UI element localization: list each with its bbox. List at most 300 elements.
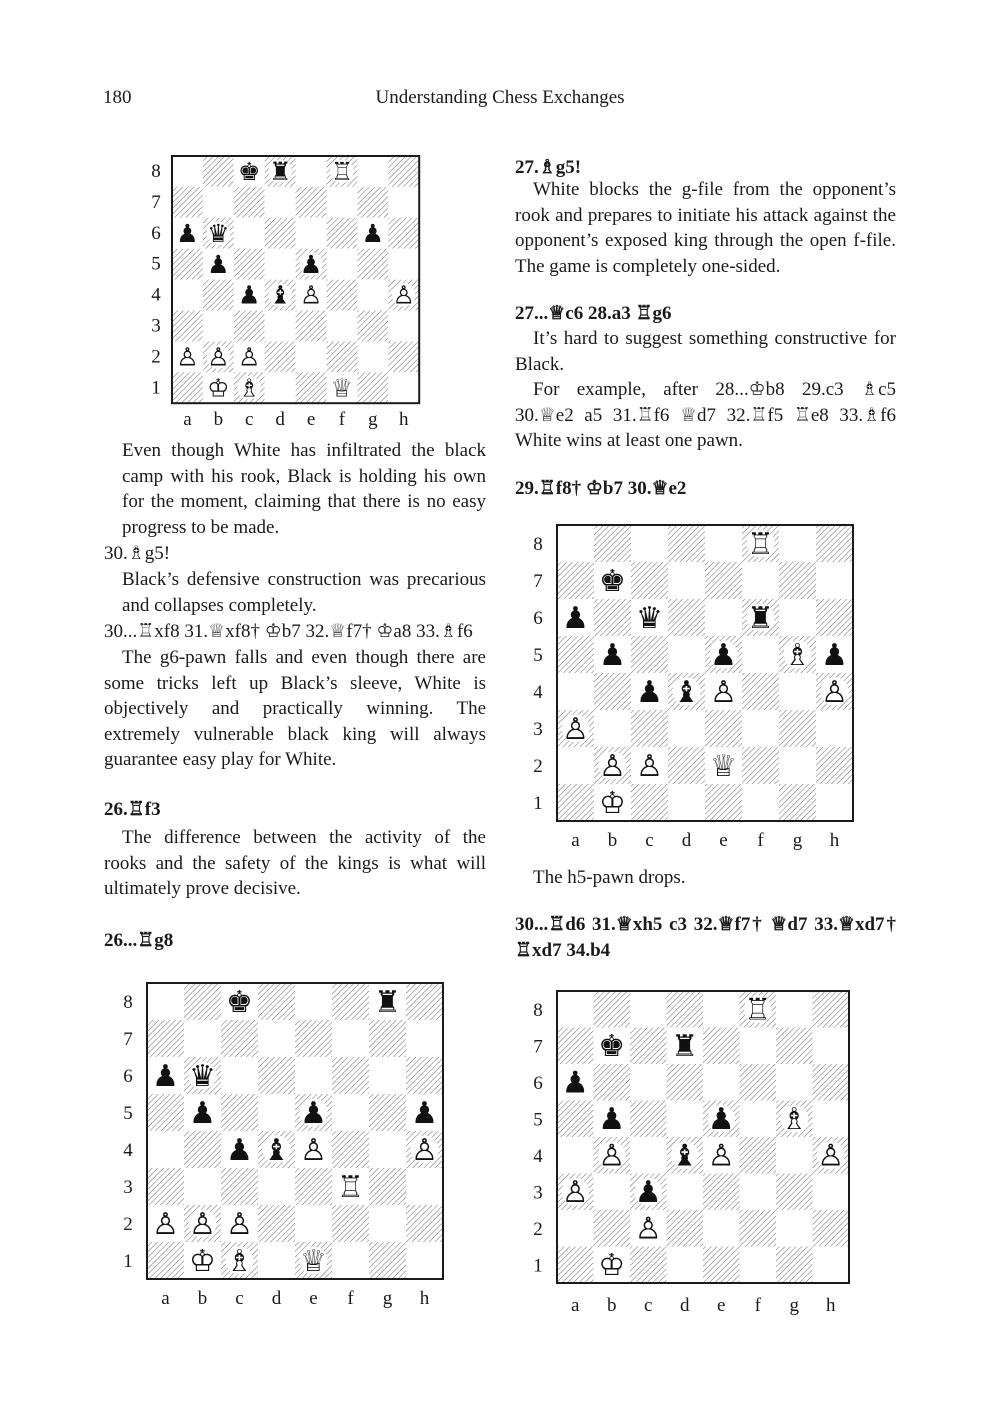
rank-label: 1	[151, 377, 161, 399]
light-square	[813, 1028, 850, 1065]
light-square	[265, 249, 296, 280]
file-label: b	[607, 830, 618, 851]
chess-piece-white-h4: ♙	[821, 674, 848, 710]
light-square	[258, 1094, 295, 1131]
rank-label: 4	[533, 1145, 543, 1167]
chess-diagram-4	[520, 985, 865, 1325]
light-square	[172, 156, 203, 187]
chess-piece-black-b7: ♚	[598, 1028, 626, 1064]
dark-square	[369, 1242, 406, 1279]
light-square	[388, 311, 419, 342]
dark-square	[327, 280, 358, 311]
dark-square	[369, 1020, 406, 1057]
light-square	[740, 1101, 777, 1138]
rank-label: 1	[533, 1255, 543, 1277]
chess-piece-white-b4: ♙	[598, 1138, 626, 1174]
rank-label: 5	[533, 1109, 543, 1131]
dark-square	[147, 1168, 184, 1205]
dark-square	[357, 187, 388, 218]
dark-square	[557, 562, 594, 599]
light-square	[705, 525, 742, 562]
dark-square	[221, 1168, 258, 1205]
light-square	[667, 1174, 704, 1211]
chess-piece-white-c2: ♙	[634, 1211, 662, 1247]
file-label: a	[571, 830, 580, 851]
light-square	[388, 187, 419, 218]
dark-square	[816, 747, 853, 784]
chess-piece-black-b5: ♟	[599, 637, 626, 673]
file-label: d	[271, 1288, 282, 1309]
rank-label: 2	[123, 1214, 133, 1236]
file-label: g	[382, 1288, 393, 1309]
rank-label: 4	[533, 682, 543, 704]
light-square	[630, 991, 667, 1028]
chess-piece-black-c8: ♚	[226, 984, 253, 1020]
chess-piece-black-d4: ♝	[263, 1132, 290, 1168]
rank-label: 6	[533, 1072, 543, 1094]
chess-piece-white-b1: ♔	[189, 1243, 216, 1279]
chess-piece-black-e5: ♟	[707, 1101, 735, 1137]
file-label: e	[309, 1288, 318, 1309]
move-heading: 26.♖f3	[104, 799, 161, 820]
light-square	[703, 1064, 740, 1101]
light-square	[265, 372, 296, 403]
light-square	[357, 341, 388, 372]
dark-square	[295, 1168, 332, 1205]
rank-label: 3	[533, 1182, 543, 1204]
light-square	[742, 784, 779, 821]
light-square	[630, 1137, 667, 1174]
rank-label: 3	[533, 719, 543, 741]
file-label: e	[306, 409, 316, 430]
dark-square	[172, 311, 203, 342]
file-label: a	[571, 1295, 580, 1316]
light-square	[668, 636, 705, 673]
dark-square	[594, 673, 631, 710]
chess-piece-white-c2: ♙	[636, 748, 663, 784]
chess-piece-white-f8: ♖	[747, 526, 774, 562]
light-square	[816, 710, 853, 747]
dark-square	[184, 1131, 221, 1168]
chess-piece-white-a2: ♙	[152, 1206, 179, 1242]
dark-square	[594, 1210, 631, 1247]
chess-piece-black-a6: ♟	[562, 600, 589, 636]
light-square	[357, 156, 388, 187]
light-square	[816, 562, 853, 599]
chess-piece-black-d7: ♜	[671, 1028, 699, 1064]
chess-piece-white-c1: ♗	[238, 373, 261, 403]
dark-square	[667, 1064, 704, 1101]
file-label: a	[183, 409, 192, 430]
chess-diagram-3	[520, 518, 865, 858]
dark-square	[332, 983, 369, 1020]
dark-square	[172, 249, 203, 280]
file-label: c	[645, 830, 654, 851]
dark-square	[779, 710, 816, 747]
rank-label: 2	[533, 1218, 543, 1240]
paragraph: The difference between the activity of the rooks and the safety of the kings is what will ultimately prove decisive.	[104, 827, 486, 900]
file-label: g	[792, 830, 803, 851]
light-square	[295, 1057, 332, 1094]
light-square	[740, 1028, 777, 1065]
rank-label: 7	[533, 1036, 543, 1058]
chess-piece-white-f8: ♖	[744, 992, 772, 1028]
dark-square	[779, 562, 816, 599]
light-square	[265, 311, 296, 342]
dark-square	[406, 1205, 443, 1242]
chess-piece-black-b5: ♟	[598, 1101, 626, 1137]
file-label: f	[757, 830, 764, 851]
dark-square	[327, 218, 358, 249]
file-label: f	[754, 1295, 761, 1316]
light-square	[203, 187, 234, 218]
chess-piece-black-f6: ♜	[747, 600, 774, 636]
rank-label: 5	[533, 645, 543, 667]
light-square	[776, 1064, 813, 1101]
chess-piece-white-g5: ♗	[784, 637, 811, 673]
dark-square	[357, 311, 388, 342]
light-square	[813, 1247, 850, 1284]
rank-label: 5	[123, 1103, 133, 1125]
dark-square	[703, 1247, 740, 1284]
file-label: d	[681, 830, 692, 851]
file-label: b	[607, 1295, 617, 1316]
paragraph: White blocks the g-file from the opponent’s rook and prepares to initiate his attack against the opponent’s exposed king through the open f-file. The game is completely one-sided.	[515, 179, 896, 277]
chess-piece-black-c8: ♚	[238, 157, 261, 187]
chess-piece-white-a3: ♙	[561, 1174, 589, 1210]
light-square	[258, 1168, 295, 1205]
rank-label: 8	[533, 534, 543, 556]
file-label: h	[826, 1295, 836, 1316]
dark-square	[557, 636, 594, 673]
dark-square	[557, 784, 594, 821]
light-square	[742, 636, 779, 673]
dark-square	[184, 983, 221, 1020]
dark-square	[740, 1064, 777, 1101]
light-square	[369, 1205, 406, 1242]
light-square	[369, 1057, 406, 1094]
chess-piece-white-e4: ♙	[710, 674, 737, 710]
light-square	[369, 1131, 406, 1168]
light-square	[258, 1242, 295, 1279]
chess-piece-black-c4: ♟	[636, 674, 663, 710]
light-square	[740, 1247, 777, 1284]
light-square	[557, 1137, 594, 1174]
light-square	[667, 1101, 704, 1138]
chess-piece-white-e4: ♙	[707, 1138, 735, 1174]
chess-piece-black-a6: ♟	[561, 1065, 589, 1101]
light-square	[296, 341, 327, 372]
dark-square	[406, 983, 443, 1020]
dark-square	[630, 1028, 667, 1065]
dark-square	[705, 784, 742, 821]
file-label: e	[717, 1295, 726, 1316]
chess-piece-black-b5: ♟	[207, 249, 230, 279]
chess-piece-white-b1: ♔	[598, 1247, 626, 1283]
rank-label: 1	[123, 1251, 133, 1273]
light-square	[668, 562, 705, 599]
chess-piece-white-c2: ♙	[226, 1206, 253, 1242]
chess-piece-black-c3: ♟	[634, 1174, 662, 1210]
file-label: g	[368, 409, 378, 430]
chess-piece-black-d4: ♝	[671, 1138, 699, 1174]
dark-square	[631, 710, 668, 747]
chess-piece-black-b5: ♟	[189, 1095, 216, 1131]
light-square	[779, 599, 816, 636]
light-square	[258, 1020, 295, 1057]
file-label: d	[680, 1295, 690, 1316]
chess-diagram-2	[110, 978, 455, 1318]
light-square	[668, 710, 705, 747]
light-square	[203, 311, 234, 342]
light-square	[295, 983, 332, 1020]
dark-square	[234, 311, 265, 342]
dark-square	[557, 1247, 594, 1284]
dark-square	[388, 218, 419, 249]
light-square	[594, 1174, 631, 1211]
chess-piece-white-c2: ♙	[238, 342, 261, 372]
dark-square	[332, 1057, 369, 1094]
move-line: 30...♖xf8 31.♕xf8† ♔b7 32.♕f7† ♔a8 33.♗f6	[104, 621, 473, 642]
rank-label: 1	[533, 793, 543, 815]
dark-square	[703, 1028, 740, 1065]
light-square	[557, 525, 594, 562]
light-square	[388, 249, 419, 280]
light-square	[813, 1174, 850, 1211]
light-square	[742, 710, 779, 747]
light-square	[557, 673, 594, 710]
chess-piece-white-h4: ♙	[411, 1132, 438, 1168]
dark-square	[234, 187, 265, 218]
light-square	[327, 249, 358, 280]
chess-piece-white-h4: ♙	[817, 1138, 845, 1174]
dark-square	[327, 341, 358, 372]
dark-square	[776, 1174, 813, 1211]
dark-square	[742, 747, 779, 784]
move-heading: 27.♗g5!	[515, 157, 582, 178]
rank-label: 3	[123, 1177, 133, 1199]
dark-square	[557, 1101, 594, 1138]
diagram-caption: The h5-pawn drops.	[533, 867, 686, 888]
light-square	[776, 991, 813, 1028]
rank-label: 8	[123, 992, 133, 1014]
dark-square	[265, 218, 296, 249]
rank-label: 3	[151, 315, 161, 337]
dark-square	[703, 1174, 740, 1211]
light-square	[184, 1168, 221, 1205]
light-square	[406, 1242, 443, 1279]
light-square	[705, 599, 742, 636]
chess-diagram-1	[140, 150, 430, 435]
file-label: h	[399, 409, 409, 430]
chess-piece-black-b6: ♛	[207, 218, 230, 248]
chess-piece-black-e5: ♟	[300, 1095, 327, 1131]
dark-square	[740, 1137, 777, 1174]
dark-square	[406, 1057, 443, 1094]
dark-square	[705, 710, 742, 747]
dark-square	[332, 1131, 369, 1168]
rank-label: 7	[151, 191, 161, 213]
rank-label: 5	[151, 253, 161, 275]
dark-square	[779, 784, 816, 821]
chess-piece-white-f8: ♖	[330, 157, 354, 187]
chess-piece-white-b1: ♔	[599, 785, 626, 821]
light-square	[631, 525, 668, 562]
move-heading: 30...♖d6 31.♕xh5 c3 32.♕f7† ♕d7 33.♕xd7† ♖xd7 34.b4	[515, 914, 896, 961]
dark-square	[668, 747, 705, 784]
light-square	[332, 1242, 369, 1279]
dark-square	[816, 525, 853, 562]
chess-piece-black-h5: ♟	[821, 637, 848, 673]
light-square	[184, 1020, 221, 1057]
dark-square	[631, 784, 668, 821]
chess-piece-black-a6: ♟	[152, 1058, 179, 1094]
move-heading: 26...♖g8	[104, 930, 174, 951]
chess-piece-black-b7: ♚	[599, 563, 626, 599]
chess-piece-white-b2: ♙	[599, 748, 626, 784]
dark-square	[357, 249, 388, 280]
chess-piece-white-e4: ♙	[300, 1132, 327, 1168]
light-square	[147, 983, 184, 1020]
light-square	[296, 156, 327, 187]
chess-piece-black-d4: ♝	[673, 674, 700, 710]
dark-square	[594, 525, 631, 562]
chess-piece-white-a3: ♙	[562, 711, 589, 747]
dark-square	[631, 562, 668, 599]
chess-piece-white-e2: ♕	[710, 748, 737, 784]
dark-square	[813, 1210, 850, 1247]
dark-square	[369, 1168, 406, 1205]
light-square	[357, 280, 388, 311]
light-square	[557, 747, 594, 784]
dark-square	[776, 1247, 813, 1284]
file-label: c	[245, 409, 254, 430]
chess-piece-black-c4: ♟	[238, 280, 261, 310]
chess-piece-black-d8: ♜	[268, 157, 292, 187]
dark-square	[668, 525, 705, 562]
rank-label: 4	[123, 1140, 133, 1162]
light-square	[779, 525, 816, 562]
light-square	[406, 1168, 443, 1205]
light-square	[630, 1064, 667, 1101]
light-square	[147, 1131, 184, 1168]
paragraph: For example, after 28...♔b8 29.c3 ♗c5 30.♕e2 a5 31.♖f6 ♕d7 32.♖f5 ♖e8 33.♗f6 White wins at least one pawn.	[515, 379, 896, 452]
rank-label: 6	[533, 608, 543, 630]
light-square	[594, 710, 631, 747]
file-label: c	[644, 1295, 653, 1316]
light-square	[776, 1137, 813, 1174]
file-label: h	[829, 830, 840, 851]
chess-piece-black-d4: ♝	[268, 280, 292, 310]
chess-piece-white-b2: ♙	[189, 1206, 216, 1242]
light-square	[740, 1174, 777, 1211]
chess-piece-black-e5: ♟	[710, 637, 737, 673]
paragraph: Black’s defensive construction was precarious and collapses completely.	[122, 569, 486, 616]
file-label: a	[161, 1288, 170, 1309]
dark-square	[147, 1020, 184, 1057]
chess-piece-black-h5: ♟	[411, 1095, 438, 1131]
chess-piece-white-b1: ♔	[207, 373, 230, 403]
chess-piece-black-e5: ♟	[299, 249, 323, 279]
dark-square	[740, 1210, 777, 1247]
dark-square	[147, 1094, 184, 1131]
dark-square	[594, 991, 631, 1028]
rank-label: 4	[151, 284, 161, 306]
dark-square	[388, 156, 419, 187]
dark-square	[816, 599, 853, 636]
dark-square	[221, 1020, 258, 1057]
rank-label: 2	[151, 346, 161, 368]
chess-piece-white-h4: ♙	[392, 280, 415, 310]
chess-piece-white-b2: ♙	[207, 342, 230, 372]
dark-square	[296, 372, 327, 403]
dark-square	[594, 1064, 631, 1101]
dark-square	[295, 1020, 332, 1057]
light-square	[668, 784, 705, 821]
rank-label: 7	[123, 1029, 133, 1051]
light-square	[296, 218, 327, 249]
light-square	[813, 1101, 850, 1138]
dark-square	[172, 372, 203, 403]
chess-piece-black-a6: ♟	[176, 218, 199, 248]
chess-piece-white-f1: ♕	[330, 373, 354, 403]
chess-piece-black-c6: ♛	[636, 600, 663, 636]
light-square	[667, 1247, 704, 1284]
light-square	[221, 1057, 258, 1094]
light-square	[776, 1210, 813, 1247]
chess-piece-black-g8: ♜	[374, 984, 401, 1020]
light-square	[742, 562, 779, 599]
chess-piece-white-c1: ♗	[226, 1243, 253, 1279]
light-square	[327, 187, 358, 218]
dark-square	[776, 1028, 813, 1065]
dark-square	[332, 1205, 369, 1242]
light-square	[388, 372, 419, 403]
dark-square	[265, 341, 296, 372]
chess-piece-black-b6: ♛	[189, 1058, 216, 1094]
light-square	[295, 1205, 332, 1242]
light-square	[779, 747, 816, 784]
file-label: f	[338, 409, 346, 430]
rank-label: 6	[123, 1066, 133, 1088]
file-label: f	[347, 1288, 354, 1309]
dark-square	[369, 1094, 406, 1131]
light-square	[557, 1210, 594, 1247]
light-square	[332, 1094, 369, 1131]
dark-square	[357, 372, 388, 403]
dark-square	[630, 1247, 667, 1284]
file-label: b	[213, 409, 224, 430]
dark-square	[388, 341, 419, 372]
dark-square	[630, 1101, 667, 1138]
page-number: 180	[103, 87, 132, 108]
dark-square	[813, 1064, 850, 1101]
light-square	[265, 187, 296, 218]
dark-square	[296, 311, 327, 342]
dark-square	[667, 1210, 704, 1247]
move-heading: 29.♖f8† ♔b7 30.♕e2	[515, 478, 687, 499]
light-square	[703, 1210, 740, 1247]
dark-square	[594, 599, 631, 636]
running-title: Understanding Chess Exchanges	[375, 87, 625, 108]
chess-piece-white-e4: ♙	[299, 280, 323, 310]
chess-piece-black-g6: ♟	[361, 218, 385, 248]
light-square	[557, 991, 594, 1028]
dark-square	[258, 983, 295, 1020]
move-line: 30.♗g5!	[104, 543, 171, 564]
file-label: b	[197, 1288, 208, 1309]
light-square	[172, 280, 203, 311]
